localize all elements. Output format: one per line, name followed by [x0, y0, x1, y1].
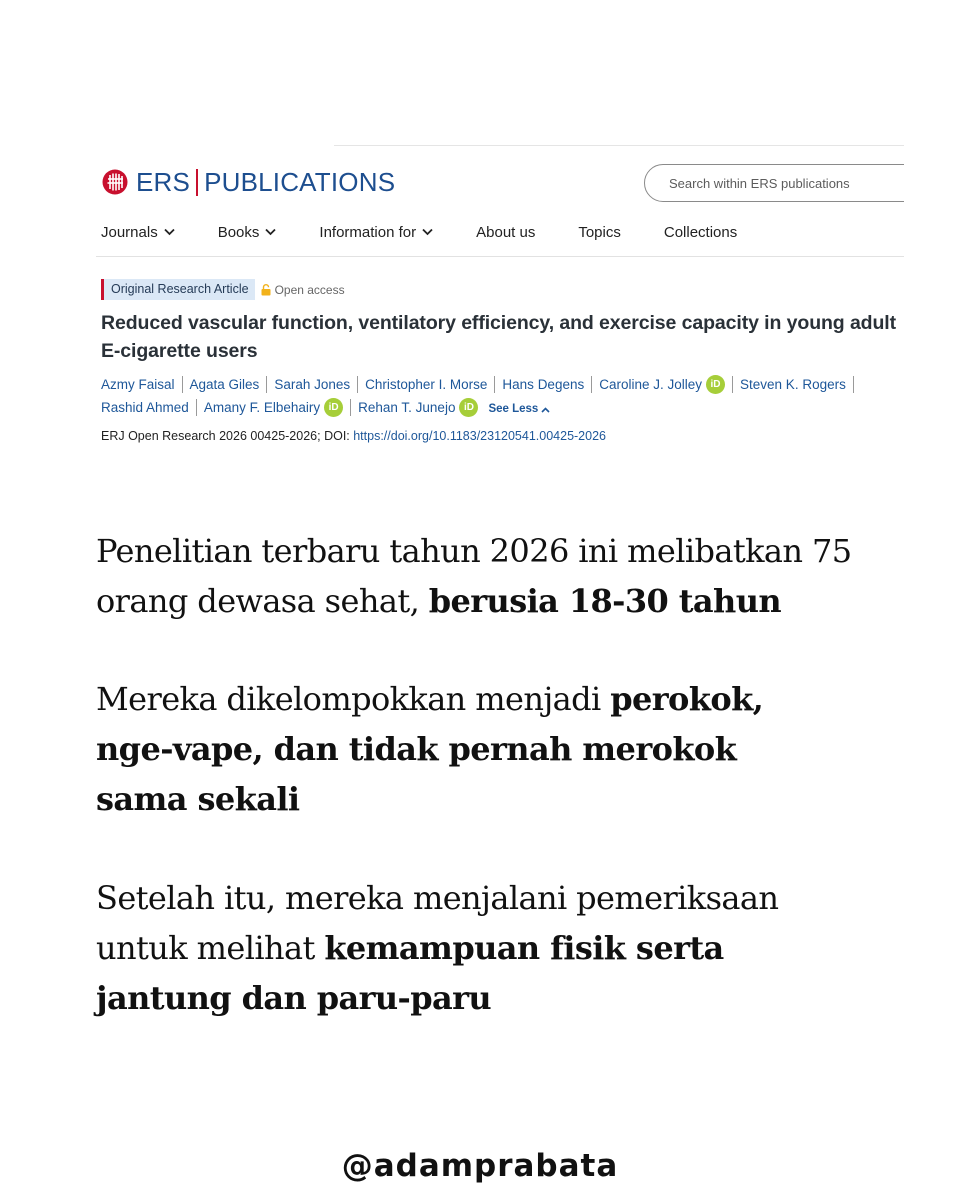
- paragraph-highlight: kemampuan fisik serta jantung dan paru-paru: [96, 929, 724, 1017]
- author-list: [101, 373, 901, 421]
- article-meta-row: [101, 279, 345, 300]
- article-type-badge[interactable]: Original Research Article: [101, 279, 255, 300]
- logo-separator: [196, 169, 198, 196]
- orcid-icon[interactable]: iD: [459, 398, 478, 417]
- article-title: Reduced vascular function, ventilatory efficiency, and exercise capacity in young adult E-cigarette users: [101, 312, 897, 362]
- author-separator: [732, 376, 733, 393]
- author-name: Rehan T. Junejo: [358, 400, 456, 415]
- paragraph-study-groups: [96, 674, 796, 824]
- author-name: Sarah Jones: [274, 377, 351, 392]
- paragraph-highlight: berusia 18-30 tahun: [428, 582, 782, 620]
- ers-logo[interactable]: [102, 167, 395, 197]
- author-handle: @adamprabata: [341, 1148, 619, 1184]
- nav-label: Books: [217, 223, 260, 241]
- author-separator: [266, 376, 267, 393]
- author-separator: [591, 376, 592, 393]
- top-divider: [334, 145, 904, 146]
- author-link[interactable]: [274, 373, 365, 396]
- nav-label: Topics: [578, 223, 621, 241]
- author-link[interactable]: [740, 373, 861, 396]
- author-link[interactable]: [101, 396, 204, 419]
- paragraph-examination: [96, 873, 816, 1023]
- author-name: Amany F. Elbehairy: [203, 400, 321, 415]
- author-link[interactable]: [358, 396, 478, 419]
- nav-topics[interactable]: [578, 224, 621, 241]
- chevron-down-icon: [265, 228, 276, 236]
- author-separator: [196, 399, 197, 416]
- author-link[interactable]: [101, 373, 190, 396]
- author-name: Christopher I. Morse: [365, 377, 488, 392]
- ers-article-screenshot: [96, 145, 904, 465]
- author-separator: [494, 376, 495, 393]
- nav-divider: [96, 256, 904, 257]
- logo-text-publications: PUBLICATIONS: [204, 167, 396, 197]
- chevron-down-icon: [164, 228, 175, 236]
- author-link[interactable]: [190, 373, 275, 396]
- paragraph-text: Penelitian terbaru tahun 2026 ini melibatkan 75 orang dewasa sehat,: [96, 532, 852, 620]
- author-link[interactable]: [204, 396, 358, 419]
- search-input[interactable]: [644, 164, 904, 202]
- chevron-down-icon: [422, 228, 433, 236]
- author-name: Azmy Faisal: [101, 377, 175, 392]
- author-link[interactable]: [599, 373, 740, 396]
- nav-books[interactable]: [218, 224, 277, 241]
- paragraph-study-participants: [96, 526, 896, 626]
- ers-globe-icon: [102, 169, 128, 195]
- main-nav: [101, 221, 780, 243]
- open-access-label: Open access: [274, 282, 345, 297]
- author-name: Rashid Ahmed: [101, 400, 189, 415]
- doi-link[interactable]: https://doi.org/10.1183/23120541.00425-2026: [353, 429, 606, 443]
- open-lock-icon: [261, 284, 271, 296]
- nav-label: About us: [476, 223, 536, 241]
- paragraph-highlight: perokok, nge-vape, dan tidak pernah merokok sama sekali: [96, 680, 764, 818]
- see-less-toggle[interactable]: [488, 398, 550, 421]
- nav-about-us[interactable]: [476, 224, 535, 241]
- see-less-label: See Less: [488, 403, 539, 415]
- citation-text: ERJ Open Research 2026 00425-2026; DOI:: [101, 429, 354, 443]
- author-separator: [182, 376, 183, 393]
- paragraph-text: Mereka dikelompokkan menjadi: [96, 680, 611, 718]
- author-name: Steven K. Rogers: [740, 377, 846, 392]
- author-separator: [350, 399, 351, 416]
- author-name: Agata Giles: [189, 377, 260, 392]
- author-link[interactable]: [502, 373, 599, 396]
- author-link[interactable]: [365, 373, 502, 396]
- citation-line: [101, 429, 606, 443]
- nav-label: Journals: [101, 223, 158, 241]
- orcid-icon[interactable]: iD: [324, 398, 343, 417]
- nav-information-for[interactable]: [319, 224, 433, 241]
- author-separator: [357, 376, 358, 393]
- nav-label: Collections: [663, 223, 738, 241]
- nav-collections[interactable]: [664, 224, 737, 241]
- paragraph-text: Setelah itu, mereka menjalani pemeriksaan untuk melihat: [96, 879, 779, 967]
- open-access-badge: [261, 283, 345, 297]
- logo-text-ers: ERS: [136, 167, 191, 197]
- author-name: Caroline J. Jolley: [599, 377, 703, 392]
- chevron-up-icon: [541, 407, 550, 413]
- nav-label: Information for: [319, 223, 417, 241]
- nav-journals[interactable]: [101, 224, 175, 241]
- author-separator: [853, 376, 854, 393]
- orcid-icon[interactable]: iD: [706, 375, 725, 394]
- author-name: Hans Degens: [502, 377, 585, 392]
